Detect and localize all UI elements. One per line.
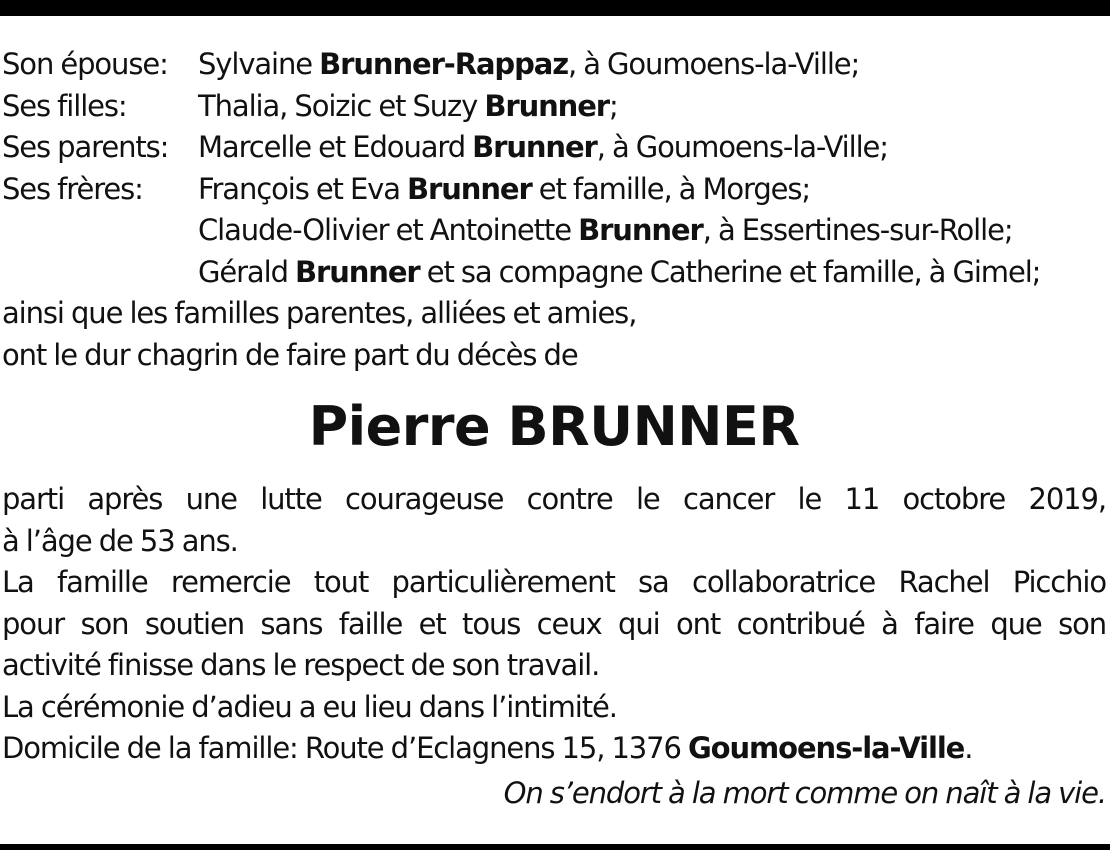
body-line: La famille remercie tout particulièrement sa collaboratrice Rachel Picchio: [2, 565, 1106, 599]
body-line: parti après une lutte courageuse contre le cancer le 11 octobre 2019,: [2, 482, 1106, 516]
deceased-name: Pierre BRUNNER: [308, 395, 800, 458]
spouse-line: [2, 44, 1106, 86]
body-line: La cérémonie d’adieu a eu lieu dans l’intimité.: [2, 689, 617, 724]
spouse-rest: , à Goumoens-la-Ville;: [568, 47, 860, 81]
body-line: activité finisse dans le respect de son travail.: [2, 648, 600, 682]
parents-rest: , à Goumoens-la-Ville;: [596, 130, 888, 164]
daughters-text: [198, 86, 618, 128]
parents-label: Ses parents:: [2, 130, 169, 164]
brother-entry: [2, 252, 1106, 294]
body-line: pour son soutien sans faille et tous ceux qui ont contribué à faire que son: [2, 606, 1106, 641]
brother-rest: , à Essertines-sur-Rolle;: [702, 213, 1013, 247]
address-line: [2, 728, 1106, 770]
address-prefix: Domicile de la famille: Route d’Eclagnens 15, 1376: [2, 731, 688, 765]
closing-line: ainsi que les familles parentes, alliées et amies,: [2, 296, 637, 330]
spouse-given: Sylvaine: [198, 47, 320, 81]
parents-given: Marcelle et Edouard: [198, 130, 473, 164]
brother-surname: Brunner: [407, 171, 532, 206]
brother-given: Gérald: [198, 254, 295, 289]
brother-entry: [198, 169, 810, 211]
daughters-surname: Brunner: [484, 88, 609, 123]
brother-rest: et famille, à Morges;: [531, 171, 811, 206]
brother-given: Claude-Olivier et Antoinette: [198, 213, 579, 247]
obituary-notice: [2, 44, 1106, 814]
spouse-label: Son épouse:: [2, 47, 168, 81]
closing-line: ont le dur chagrin de faire part du décès de: [2, 337, 578, 372]
brother-entry: [2, 210, 1106, 252]
body-line: à l’âge de 53 ans.: [2, 523, 238, 558]
daughters-label: Ses filles:: [2, 88, 127, 123]
spouse-surname: Brunner-Rappaz: [319, 47, 568, 81]
bottom-border-rule: [0, 844, 1110, 850]
brother-given: François et Eva: [198, 171, 408, 206]
address-town: Goumoens-la-Ville: [687, 731, 965, 765]
address-suffix: .: [964, 731, 973, 765]
daughters-given: Thalia, Soizic et Suzy: [198, 88, 485, 123]
parents-surname: Brunner: [472, 130, 597, 164]
closing-motto: On s’endort à la mort comme on naît à la vie.: [503, 775, 1106, 810]
daughters-line: [2, 86, 1106, 128]
top-border-rule: [0, 0, 1110, 16]
spouse-text: [198, 44, 859, 86]
brother-rest: et sa compagne Catherine et famille, à Gimel;: [419, 254, 1041, 289]
brother-surname: Brunner: [295, 254, 420, 289]
parents-text: [198, 127, 888, 169]
parents-line: [2, 127, 1106, 169]
daughters-rest: ;: [608, 88, 618, 123]
brother-surname: Brunner: [578, 213, 703, 247]
brothers-label: Ses frères:: [2, 171, 143, 206]
brothers-line: [2, 169, 1106, 211]
